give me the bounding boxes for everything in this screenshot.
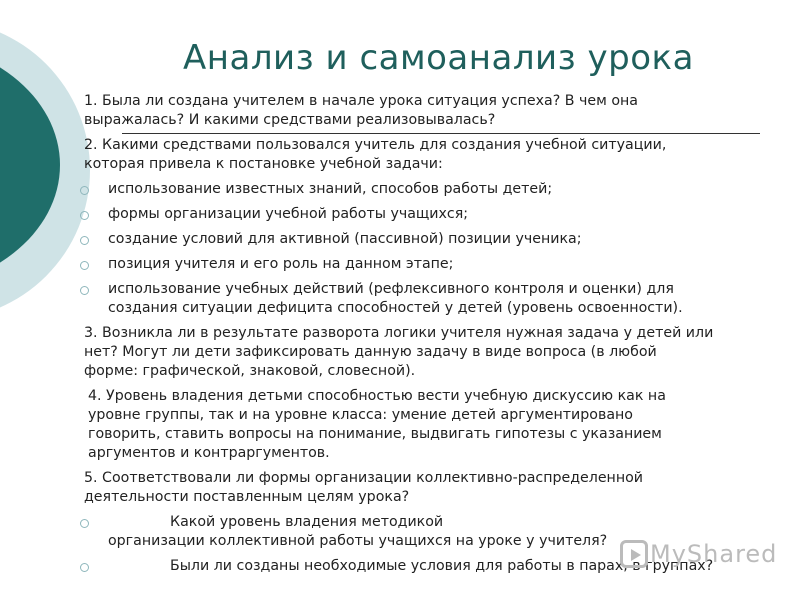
question-4 [80, 387, 770, 463]
circle-bullet-icon [80, 286, 89, 295]
bullet-item [80, 230, 770, 249]
bullet-item [80, 280, 770, 318]
question-2 [80, 136, 770, 174]
bullet-text: создание условий для активной (пассивной) позиции ученика; [108, 231, 582, 247]
question-5-line-2: деятельности поставленным целям урока? [84, 489, 410, 505]
watermark-logo: MyShared [650, 540, 778, 568]
circle-bullet-icon [80, 236, 89, 245]
bullet-text-line-2: организации коллективной работы учащихся на уроке у учителя? [108, 533, 608, 549]
circle-bullet-icon [80, 519, 89, 528]
bullet-text: формы организации учебной работы учащихся; [108, 206, 469, 222]
bullet-text: Были ли созданы необходимые условия для работы в парах, в группах? [170, 558, 714, 574]
question-3 [80, 324, 770, 381]
question-4-line-3: говорить, ставить вопросы на понимание, выдвигать гипотезы с указанием [88, 426, 662, 442]
question-3-line-3: форме: графической, знаковой, словесной). [84, 363, 416, 379]
question-5 [80, 469, 770, 507]
question-3-line-2: нет? Могут ли дети зафиксировать данную задачу в виде вопроса (в любой [84, 344, 657, 360]
bullet-item [80, 255, 770, 274]
circle-bullet-icon [80, 186, 89, 195]
question-1-line-2: выражалась? И какими средствами реализовывалась? [84, 112, 496, 128]
question-2-line-1: 2. Какими средствами пользовался учитель для создания учебной ситуации, [84, 137, 667, 153]
circle-bullet-icon [80, 211, 89, 220]
question-4-line-1: 4. Уровень владения детьми способностью вести учебную дискуссию как на [88, 388, 666, 404]
bullet-item [80, 205, 770, 224]
bullet-text-line-1 [108, 513, 770, 532]
question-5-line-1: 5. Соответствовали ли формы организации коллективно-распределенной [84, 470, 643, 486]
bullet-text-line-2: создания ситуации дефицита способностей у детей (уровень освоенности). [108, 300, 683, 316]
question-2-line-2: которая привела к постановке учебной задачи: [84, 156, 443, 172]
circle-bullet-icon [80, 261, 89, 270]
bullet-text: Какой уровень владения методикой [170, 514, 444, 530]
question-1 [80, 92, 770, 130]
question-4-line-4: аргументов и контраргументов. [88, 445, 330, 461]
bullet-text-line-1: использование учебных действий (рефлексивного контроля и оценки) для [108, 281, 674, 297]
slide-body [80, 92, 770, 582]
play-logo-icon [620, 540, 648, 568]
bullet-item [80, 180, 770, 199]
question-4-line-2: уровне группы, так и на уровне класса: умение детей аргументировано [88, 407, 633, 423]
bullet-text: использование известных знаний, способов работы детей; [108, 181, 553, 197]
circle-bullet-icon [80, 563, 89, 572]
bullet-text: позиция учителя и его роль на данном этапе; [108, 256, 454, 272]
question-3-line-1: 3. Возникла ли в результате разворота логики учителя нужная задача у детей или [84, 325, 714, 341]
slide-title: Анализ и самоанализ урока [183, 38, 694, 78]
question-1-line-1: 1. Была ли создана учителем в начале урока ситуация успеха? В чем она [84, 93, 638, 109]
